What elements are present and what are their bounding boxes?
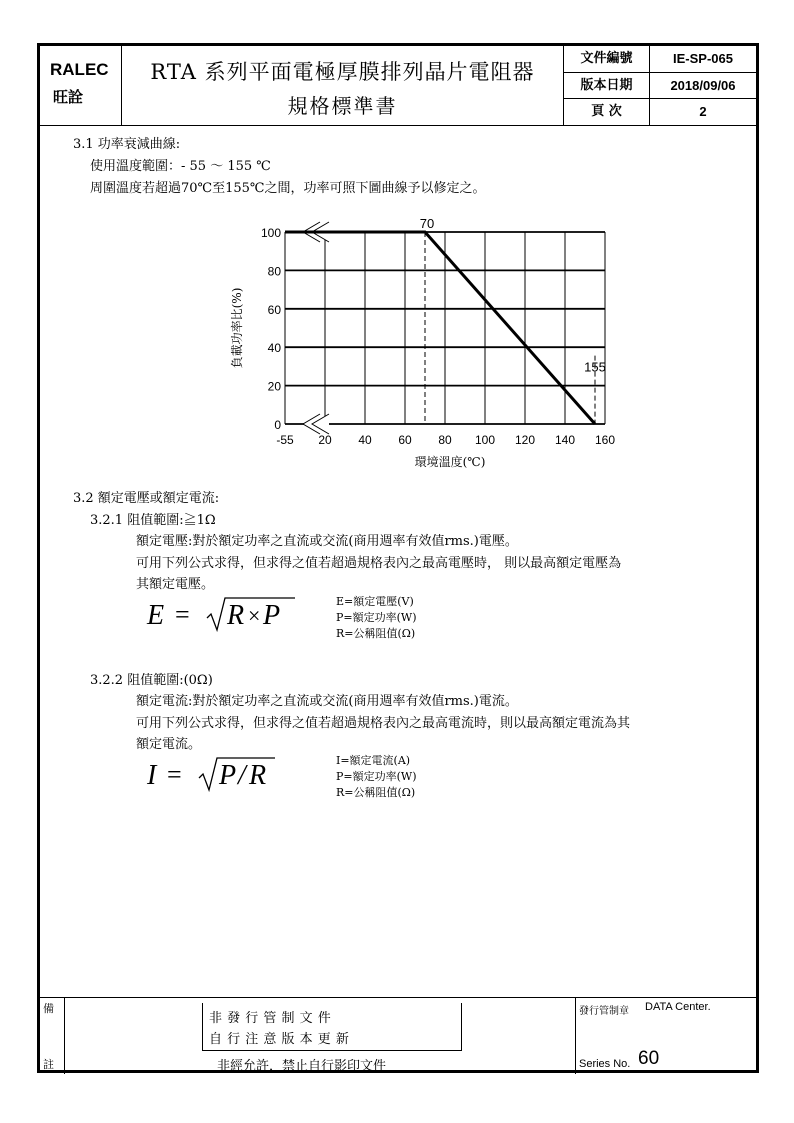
derating-curve-chart [40, 46, 756, 486]
company-name-zh: 旺詮 [53, 88, 84, 106]
variable-r: R=公稱阻值(Ω) [336, 627, 416, 640]
x-tick-label: 140 [554, 433, 576, 447]
meta-label: 文件編號 [564, 46, 650, 72]
svg-text:I: I [147, 760, 157, 791]
document-footer [40, 997, 756, 1074]
section-3-2-heading: 3.2 額定電壓或額定電流: [73, 491, 220, 506]
section-3-2-1-line3: 其額定電壓。 [136, 577, 215, 592]
meta-value: IE-SP-065 [673, 51, 733, 66]
stamp-value: DATA Center. [645, 1001, 711, 1013]
svg-text:E: E [147, 600, 165, 631]
meta-label: 頁 次 [564, 99, 650, 125]
svg-text:×: × [248, 603, 261, 628]
x-axis-label: 環境溫度(℃) [414, 455, 486, 469]
svg-text:R: R [227, 600, 245, 631]
section-3-2-2-heading: 3.2.2 阻值範圍:(0Ω) [90, 673, 213, 688]
meta-label: 版本日期 [564, 73, 650, 98]
notice-line-2: 自 行 注 意 版 本 更 新 [209, 1032, 350, 1047]
y-tick-label: 40 [267, 341, 281, 356]
y-tick-label: 60 [267, 302, 281, 317]
remarks-label-bottom: 註 [43, 1058, 54, 1071]
section-3-1-temp-range: 使用溫度範圍：- 55 ～ 155 ℃ [90, 159, 271, 174]
section-3-2-2-line2: 可用下列公式求得，但求得之值若超過規格表內之最高電流時，則以最高額定電流為其 [136, 716, 631, 731]
document-frame [37, 43, 759, 1073]
x-tick-label: 80 [438, 433, 452, 447]
title-line-1: RTA 系列平面電極厚膜排列晶片電阻器 [150, 60, 535, 84]
series-number: 60 [638, 1048, 660, 1069]
section-3-2-2-line1: 額定電流:對於額定功率之直流或交流(商用週率有效值rms.)電流。 [136, 694, 518, 709]
variable-p: P=額定功率(W) [336, 611, 417, 624]
notice-box [202, 1003, 462, 1051]
section-3-2-1-line2: 可用下列公式求得，但求得之值若超過規格表內之最高電壓時， 則以最高額定電壓為 [136, 556, 622, 571]
notice-line-3: 非經允許，禁止自行影印文件 [217, 1059, 387, 1074]
title-line-2: 規格標準書 [287, 94, 398, 118]
svg-text:P: P [219, 760, 237, 791]
current-variables [336, 753, 417, 801]
section-3-2-1-line1: 額定電壓:對於額定功率之直流或交流(商用週率有效值rms.)電壓。 [136, 534, 518, 549]
annotation-70: 70 [419, 216, 435, 231]
y-tick-label: 80 [267, 264, 281, 279]
y-tick-label: 20 [267, 379, 281, 394]
x-tick-label: 100 [474, 433, 496, 447]
x-tick-label: 60 [398, 433, 412, 447]
section-3-1-description: 周圍溫度若超過70℃至155℃之間，功率可照下圖曲線予以修定之。 [90, 181, 486, 196]
x-tick-label: 120 [514, 433, 536, 447]
svg-text:P: P [263, 600, 281, 631]
derating-curve [285, 232, 595, 424]
y-axis-label: 負載功率比(%) [230, 287, 244, 369]
notice-cell [65, 998, 576, 1074]
axis-break-mark [303, 414, 329, 434]
svg-text:=: = [175, 600, 190, 629]
section-3-2-1-heading: 3.2.1 阻值範圍:≧1Ω [90, 513, 216, 528]
variable-p: P=額定功率(W) [336, 770, 417, 783]
variable-e: E=額定電壓(V) [336, 595, 414, 608]
x-tick-label: 160 [594, 433, 616, 447]
series-label: Series No. [579, 1058, 631, 1070]
variable-r: R=公稱阻值(Ω) [336, 786, 416, 799]
x-tick-label: 40 [358, 433, 372, 447]
variable-i: I=額定電流(A) [336, 754, 411, 767]
voltage-formula [145, 592, 305, 636]
svg-text:R: R [249, 760, 267, 791]
remarks-label-top: 備 [43, 1002, 54, 1015]
company-name-en: RALEC [50, 60, 109, 79]
section-3-2-2-line3: 額定電流。 [136, 737, 202, 752]
svg-text:/: / [238, 760, 246, 791]
remarks-label-cell [40, 998, 65, 1074]
y-tick-label: 100 [260, 226, 281, 240]
current-formula [145, 752, 305, 796]
meta-value: 2 [699, 104, 707, 119]
section-3-1-heading: 3.1 功率衰減曲線: [73, 137, 181, 152]
svg-text:=: = [167, 760, 182, 789]
control-stamp-cell [576, 998, 756, 1074]
x-tick-label: 20 [318, 433, 332, 447]
annotation-155: 155 [584, 359, 606, 375]
stamp-label: 發行管制章 [579, 1006, 629, 1017]
notice-line-1: 非 發 行 管 制 文 件 [209, 1011, 332, 1026]
voltage-variables [336, 594, 417, 642]
y-tick-label: 0 [274, 418, 281, 432]
x-tick-label: -55 [276, 433, 294, 447]
meta-value: 2018/09/06 [670, 78, 736, 93]
